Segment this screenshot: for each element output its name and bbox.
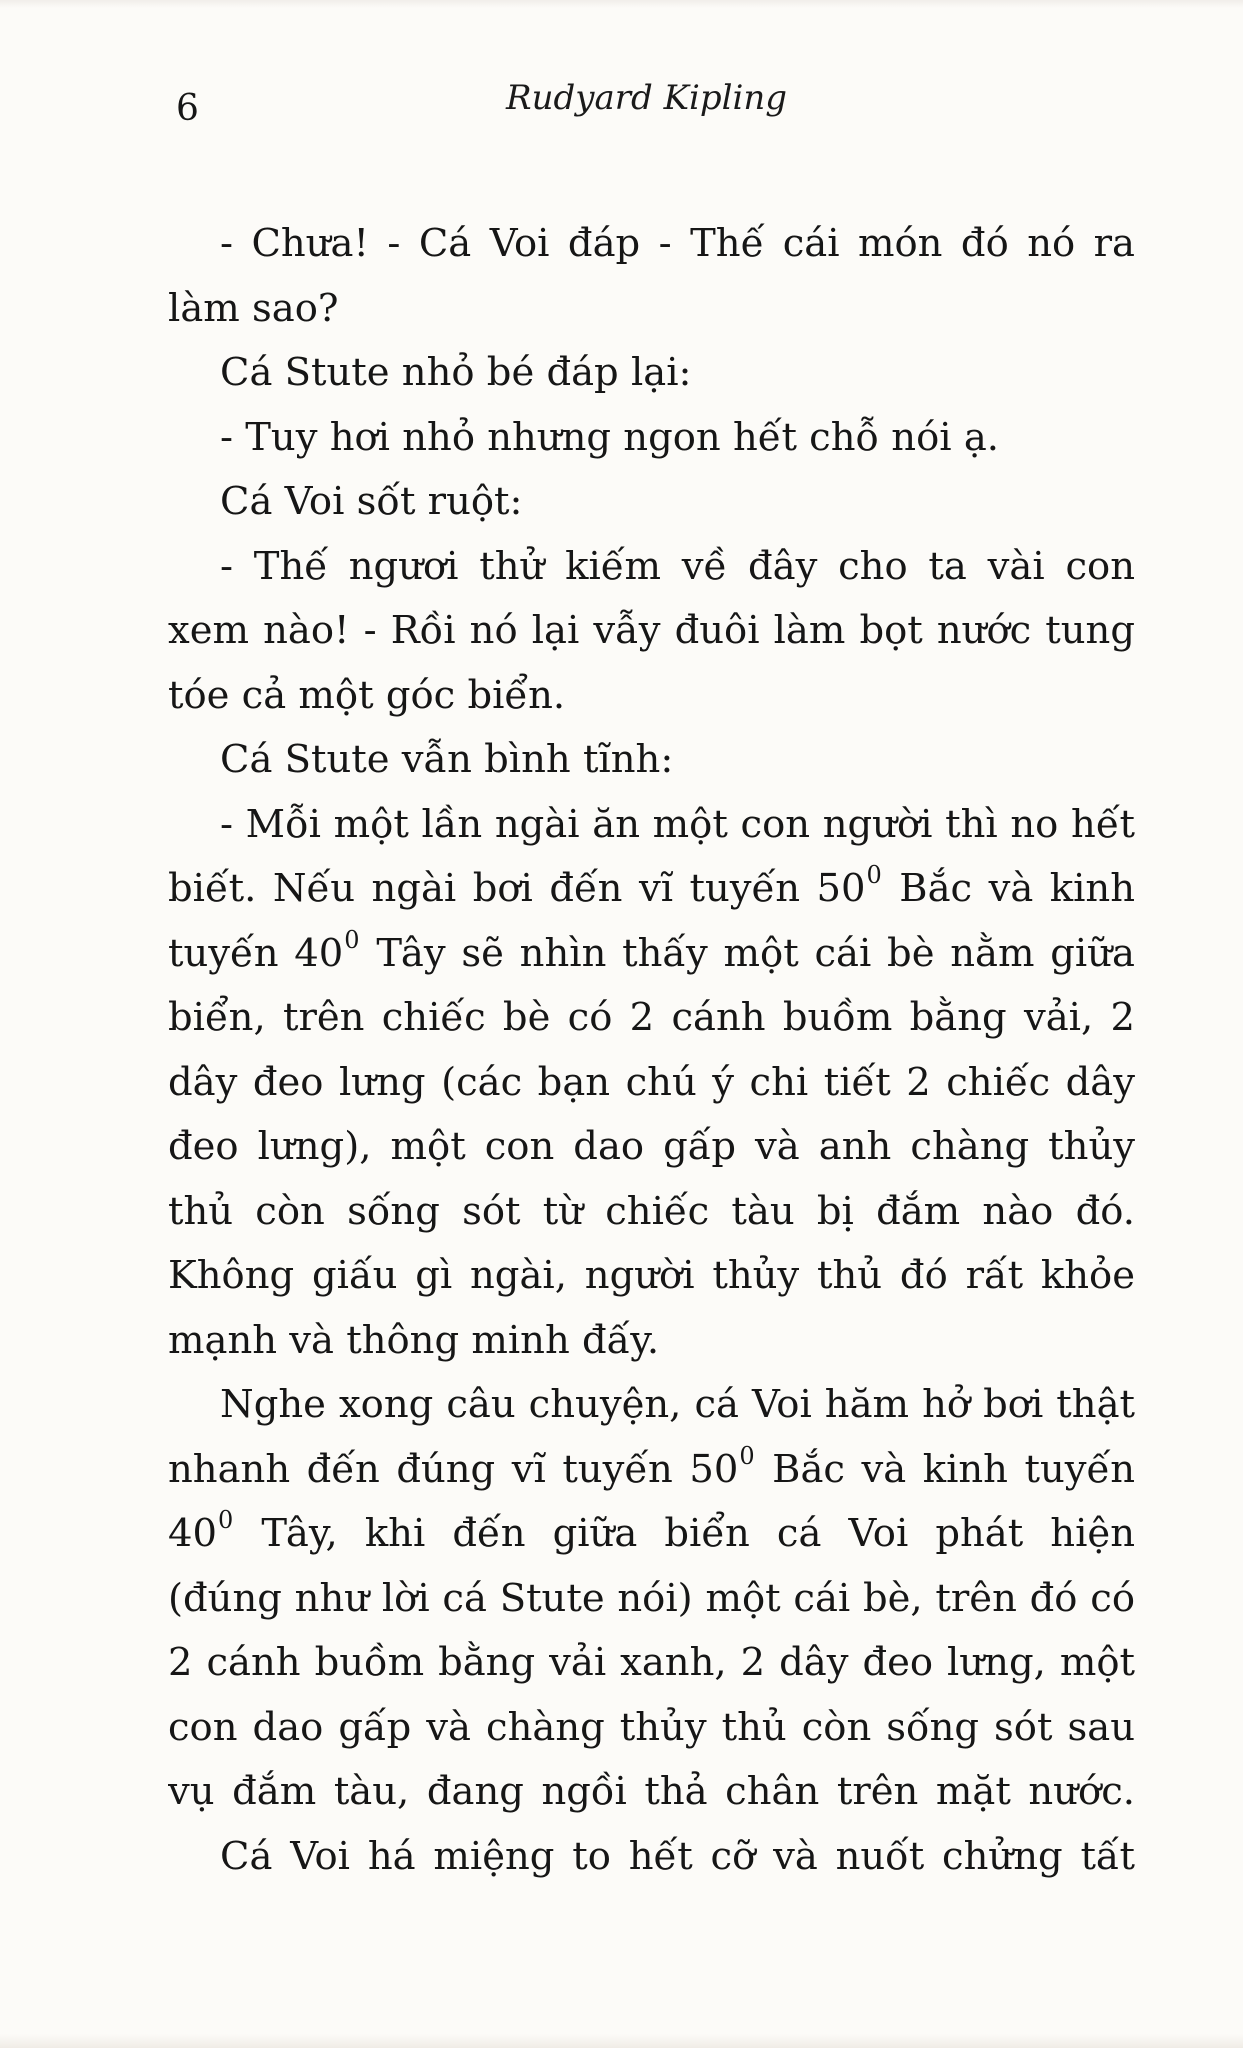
text-line: Cá Voi sốt ruột: (220, 479, 523, 524)
text-line: thủ còn sống sót từ chiếc tàu bị đắm nào đó. (168, 1188, 1135, 1234)
text-segment: Tây, khi đến giữa biển cá Voi phát hiện (234, 1511, 1135, 1556)
text-line: Cá Stute nhỏ bé đáp lại: (220, 350, 692, 395)
text-line: làm sao? (168, 285, 339, 331)
text-line: Cá Voi há miệng to hết cỡ và nuốt chửng tất (220, 1833, 1135, 1879)
text-line: Không giấu gì ngài, người thủy thủ đó rất khỏe (168, 1253, 1135, 1298)
text-segment: biết. Nếu ngài bơi đến vĩ tuyến 50 (168, 866, 866, 911)
text-segment: tuyến 40 (168, 930, 344, 976)
text-line: vụ đắm tàu, đang ngồi thả chân trên mặt nước. (168, 1769, 1135, 1814)
running-title: Rudyard Kipling (506, 78, 788, 118)
page-number: 6 (176, 88, 200, 129)
text-line: - Chưa! - Cá Voi đáp - Thế cái món đó nó ra (220, 221, 1135, 266)
page-bottom-edge (0, 2034, 1243, 2048)
text-line: đeo lưng), một con dao gấp và anh chàng thủy (168, 1124, 1135, 1169)
page-header (0, 78, 1243, 138)
text-line-with-superscript (168, 857, 1135, 922)
page-top-edge (0, 0, 1243, 8)
degree-superscript: 0 (218, 1506, 234, 1535)
text-segment: Bắc và kinh tuyến (755, 1446, 1135, 1492)
text-line-with-superscript (168, 1502, 1135, 1567)
text-line: (đúng như lời cá Stute nói) một cái bè, trên đó có (168, 1575, 1135, 1621)
text-segment: 40 (168, 1511, 217, 1556)
text-line: - Mỗi một lần ngài ăn một con người thì no hết (220, 801, 1135, 847)
text-segment: Tây sẽ nhìn thấy một cái bè nằm giữa (360, 930, 1135, 976)
body-text (168, 212, 1135, 1889)
text-line: dây đeo lưng (các bạn chú ý chi tiết 2 chiếc dây (168, 1059, 1135, 1105)
text-line-with-superscript (168, 922, 1135, 987)
text-line: mạnh và thông minh đấy. (168, 1317, 660, 1363)
text-line: biển, trên chiếc bè có 2 cánh buồm bằng vải, 2 (168, 995, 1135, 1040)
degree-superscript: 0 (344, 925, 360, 954)
text-line-with-superscript (168, 1438, 1135, 1503)
degree-superscript: 0 (866, 861, 882, 890)
text-line: 2 cánh buồm bằng vải xanh, 2 dây đeo lưng, một (168, 1640, 1135, 1685)
text-line: con dao gấp và chàng thủy thủ còn sống sót sau (168, 1704, 1135, 1750)
text-line: - Thế ngươi thử kiếm về đây cho ta vài con (220, 543, 1135, 589)
degree-superscript: 0 (739, 1441, 755, 1470)
text-segment: Bắc và kinh (882, 866, 1135, 911)
text-line: - Tuy hơi nhỏ nhưng ngon hết chỗ nói ạ. (220, 414, 1000, 460)
text-line: xem nào! - Rồi nó lại vẫy đuôi làm bọt nước tung (168, 608, 1135, 653)
text-segment: nhanh đến đúng vĩ tuyến 50 (168, 1446, 739, 1492)
text-line: Nghe xong câu chuyện, cá Voi hăm hở bơi thật (220, 1382, 1135, 1427)
text-line: tóe cả một góc biển. (168, 672, 566, 718)
text-line: Cá Stute vẫn bình tĩnh: (220, 737, 674, 782)
